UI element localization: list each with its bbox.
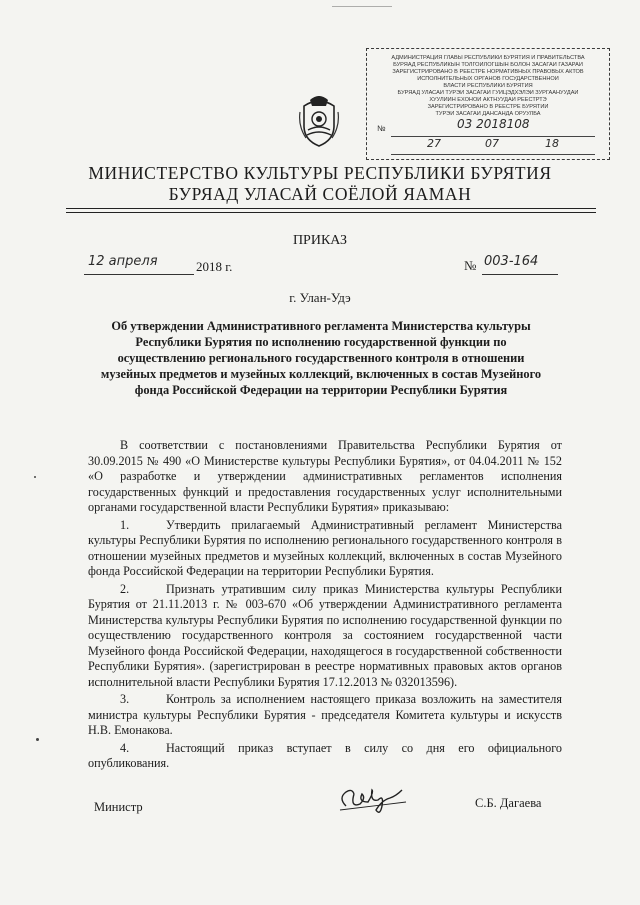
coat-of-arms-icon	[296, 92, 342, 148]
order-number-field	[482, 254, 558, 275]
stamp-line: ХУУЛИИН ЁХОНОЙ АКТНУУДАЙ РЕЕСТРТЭ	[429, 97, 547, 103]
item-text: Утвердить прилагаемый Административный регламент Министерства культуры Республики Бурятия по исполнению регионального государственного контроля в отношении музейных предметов и музейных коллекций, включенных в состав Музейного фонда Российской Федерации на территории Республики Бурятия.	[88, 517, 562, 578]
ministry-name: МИНИСТЕРСТВО КУЛЬТУРЫ РЕСПУБЛИКИ БУРЯТИЯ	[88, 163, 552, 183]
order-date-handwritten: 12 апреля	[88, 254, 158, 269]
signature-icon	[332, 780, 412, 820]
stamp-line: ЗАРЕГИСТРИРОВАНО В РЕЕСТРЕ НОРМАТИВНЫХ ПРАВОВЫХ АКТОВ	[392, 69, 584, 75]
item-text: Контроль за исполнением настоящего приказа возложить на заместителя министра культуры Республики Бурятия - председателя Комитета культуры и искусств Н.В. Емонакова.	[88, 692, 562, 737]
stamp-line: ТУРЭЙ ЗАСАГАЙ ДАНСАНДА ОРУУЛБА	[435, 111, 541, 117]
order-number-label: №	[464, 258, 477, 273]
order-number-handwritten: 003-164	[484, 254, 539, 269]
stamp-underline	[391, 154, 595, 155]
stamp-line: ВЛАСТИ РЕСПУБЛИКИ БУРЯТИЯ	[443, 83, 533, 89]
item-text: Признать утратившим силу приказ Министерства культуры Республики Бурятия от 21.11.2013 г. № 003-670 «Об утверждении Административного регламента Министерства культуры Республики Бурятия по исполнению государственной функции по осуществлению государственного контроля за состоянием государственной части Музейного фонда Российской Федерации, находящегося в государственной собственности Республики Бурятия». (зарегистрирован в реестре нормативных правовых актов органов исполнительной власти Республики Бурятия 17.12.2013 № 032013596).	[88, 581, 562, 689]
item-number: 1.	[120, 517, 130, 532]
header-divider	[66, 212, 596, 213]
scan-speck	[34, 476, 36, 478]
order-subject: Об утверждении Административного регламента Министерства культуры Республики Бурятия по исполнению государственной функции по осуществлению регионального государственного контроля в отношении музейных предметов и музейных коллекций, включенных в состав Музейного фонда Российской Федерации на территории Республики Бурятия	[100, 319, 542, 397]
signer-title: Министр	[94, 800, 143, 814]
stamp-line: БУРЯАД УЛАСАЙ ТУРЭЙ ЗАСАГАЙ ГУЙЦЭДХЭЛЭЙ ЗУРГААНУУДАЙ	[397, 90, 579, 96]
scan-speck	[332, 6, 392, 7]
order-item	[88, 518, 562, 580]
stamp-line: АДМИНИСТРАЦИЯ ГЛАВЫ РЕСПУБЛИКИ БУРЯТИЯ И ПРАВИТЕЛЬСТВА	[391, 55, 585, 61]
stamp-date-year: 18	[545, 137, 559, 150]
item-text: Настоящий приказ вступает в силу со дня его официального опубликования.	[88, 740, 562, 770]
order-year: 2018 г.	[196, 259, 233, 274]
stamp-line: ИСПОЛНИТЕЛЬНЫХ ОРГАНОВ ГОСУДАРСТВЕННОЙ	[417, 76, 559, 82]
preamble-paragraph: В соответствии с постановлениями Правительства Республики Бурятия от 30.09.2015 № 490 «О Министерстве культуры Республики Бурятия», от 04.04.2011 № 152 «О разработке и утверждении административных регламентов исполнения государственных функций и предоставления государственных услуг исполнительными органами государственной власти Республики Бурятия» приказываю:	[88, 438, 562, 514]
order-item	[88, 582, 562, 691]
order-item	[88, 692, 562, 739]
item-number: 2.	[120, 581, 130, 596]
stamp-line: ЗАРЕГИСТРИРОВАНО В РЕЕСТРЕ БУРЯТИИ	[427, 104, 549, 110]
order-date-field	[84, 254, 194, 275]
item-number: 4.	[120, 740, 130, 755]
order-title: ПРИКАЗ	[292, 233, 348, 248]
scan-speck	[36, 738, 39, 741]
order-item	[88, 741, 562, 772]
stamp-date-row	[377, 137, 601, 157]
stamp-number-label: №	[377, 124, 386, 133]
order-city: г. Улан-Удэ	[289, 290, 351, 305]
header-divider	[66, 208, 596, 209]
item-number: 3.	[120, 692, 130, 706]
stamp-line: БУРЯАД РЕСПУБЛИКЫН ТОЛГОЙЛОГШЫН БОЛОН ЗАСАГАЙ ГАЗАРАЙ	[393, 62, 583, 68]
registration-stamp	[366, 48, 610, 160]
stamp-registration-number: 03 2018108	[457, 117, 530, 131]
stamp-date-month: 07	[485, 137, 499, 150]
ministry-name-buryat: БУРЯАД УЛАСАЙ СОЁЛОЙ ЯАМАН	[168, 184, 472, 204]
stamp-date-day: 27	[427, 137, 441, 150]
order-body	[88, 438, 562, 772]
signer-name: С.Б. Дагаева	[475, 796, 542, 810]
